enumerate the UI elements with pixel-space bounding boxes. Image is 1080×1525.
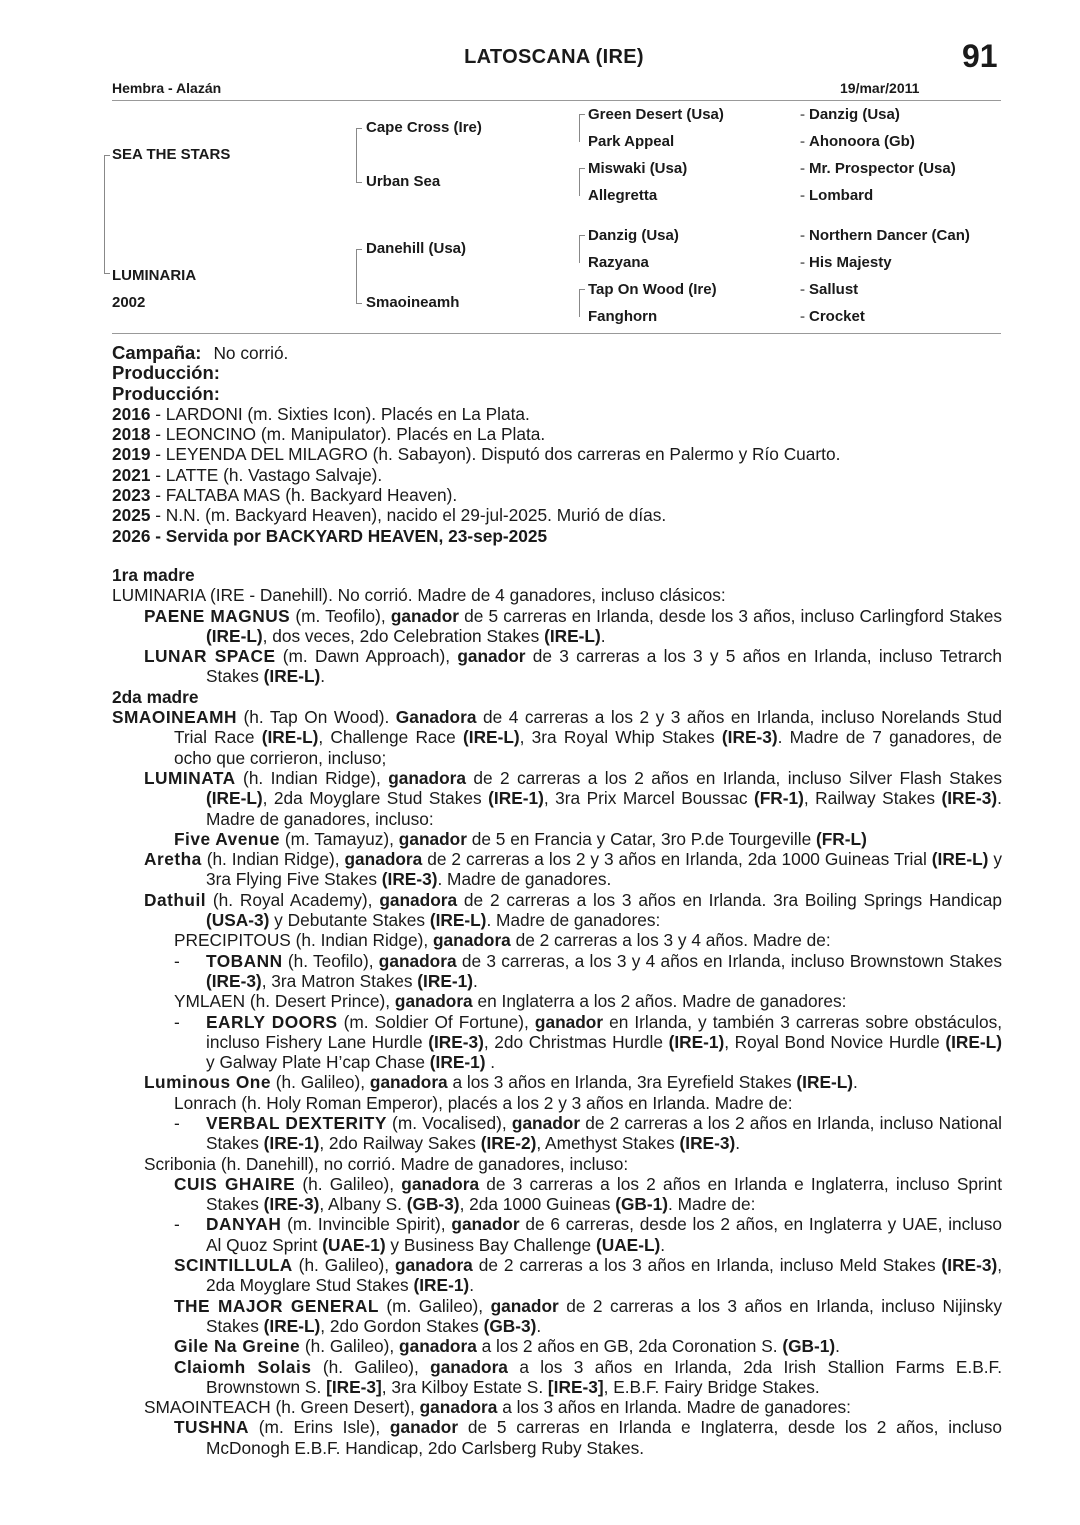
gen2-bracket [356,291,362,304]
gen4-ancestor: - Crocket [800,308,865,325]
production-item: 2021 - LATTE (h. Vastago Salvaje). [112,464,383,485]
offspring-entry: SMAOINTEACH (h. Green Desert), ganadora a los 3 años en Irlanda. Madre de ganadores: [144,1397,851,1418]
gen3-bracket [579,235,585,263]
offspring-entry: Lonrach (h. Holy Roman Emperor), placés a los 2 y 3 años en Irlanda. Madre de: [174,1092,793,1113]
offspring-entry: LUMINATA (h. Indian Ridge), ganadora de 2 carreras a los 2 años en Irlanda, incluso Silver Flash Stakes (IRE-L), 2da Moyglare Stud Stakes (IRE-1), 3ra Prix Marcel Boussac (FR-1), Railway Stakes (IRE-3). Madre de ganadores, incluso: [144,767,1002,829]
sex-color: Hembra - Alazán [112,80,222,96]
offspring-entry: Five Avenue (m. Tamayuz), ganador de 5 en Francia y Catar, 3ro P.de Tourgeville (FR-L) [174,828,867,849]
gen3-ancestor: Tap On Wood (Ire) [588,281,717,298]
offspring-entry: Gile Na Greine (h. Galileo), ganadora a los 2 años en GB, 2da Coronation S. (GB-1). [174,1336,840,1357]
production-label: Producción: [112,362,220,384]
offspring-entry: PAENE MAGNUS (m. Teofilo), ganador de 5 carreras en Irlanda, desde los 3 años, incluso Carlingford Stakes (IRE-L), dos veces, 2do Celebration Stakes (IRE-L). [144,605,1002,646]
gen3-bracket [579,114,585,142]
first-dam-intro: LUMINARIA (IRE - Danehill). No corrió. Madre de 4 ganadores, incluso clásicos: [112,585,726,606]
offspring-entry: - TOBANN (h. Teofilo), ganadora de 3 carreras, a los 3 y 4 años en Irlanda, incluso Brownstown Stakes (IRE-3), 3ra Matron Stakes (IRE-1). [174,950,1002,991]
production-item: 2023 - FALTABA MAS (h. Backyard Heaven). [112,485,458,506]
offspring-entry: Dathuil (h. Royal Academy), ganadora de 2 carreras a los 3 años en Irlanda. 3ra Boiling Springs Handicap (USA-3) y Debutante Stakes (IRE-L). Madre de ganadores: [144,889,1002,931]
birth-date: 19/mar/2011 [840,80,920,96]
offspring-entry: THE MAJOR GENERAL (m. Galileo), ganador de 2 carreras a los 3 años en Irlanda, incluso Nijinsky Stakes (IRE-L), 2do Gordon Stakes (GB-3). [174,1295,1002,1336]
production-label: Producción: [112,382,220,404]
gen3-ancestor: Miswaki (Usa) [588,160,688,177]
production-item: 2016 - LARDONI (m. Sixties Icon). Placés en La Plata. [112,403,530,424]
gen4-ancestor: - Danzig (Usa) [800,106,900,123]
offspring-entry: SCINTILLULA (h. Galileo), ganadora de 2 carreras a los 3 años en Irlanda, incluso Meld Stakes (IRE-3), 2da Moyglare Stud Stakes (IRE-1). [174,1255,1003,1296]
offspring-entry: - EARLY DOORS (m. Soldier Of Fortune), ganador en Irlanda, y también 3 carreras sobre obstáculos, incluso Fishery Lane Hurdle (IRE-3), 2do Christmas Hurdle (IRE-1), Royal Bond Novice Hurdle (IRE-L) y Galway Plate H’cap Chase (IRE-1) . [174,1011,1003,1073]
gen4-ancestor: - Mr. Prospector (Usa) [800,160,956,177]
gen3-ancestor: Danzig (Usa) [588,227,679,244]
gen4-ancestor: - His Majesty [800,254,892,271]
offspring-entry: Claiomh Solais (h. Galileo), ganadora a los 3 años en Irlanda, 2da Irish Stallion Farms E.B.F. Brownstown S. [IRE-3], 3ra Kilboy Estate S. [IRE-3], E.B.F. Fairy Bridge Stakes. [174,1356,1002,1397]
gen2-ancestor: Danehill (Usa) [366,240,467,257]
offspring-entry: - DANYAH (m. Invincible Spirit), ganador de 6 carreras, desde los 2 años, en Inglaterra y UAE, incluso Al Quoz Sprint (UAE-1) y Business Bay Challenge (UAE-L). [174,1214,1002,1255]
header-rule [112,100,1001,101]
dam-bracket [104,240,110,274]
gen3-ancestor: Park Appeal [588,133,675,150]
offspring-entry: - VERBAL DEXTERITY (m. Vocalised), ganador de 2 carreras a los 2 años en Irlanda, incluso National Stakes (IRE-1), 2do Railway Sakes (IRE-2), Amethyst Stakes (IRE-3). [174,1112,1002,1154]
pedigree-rule [112,333,1001,334]
offspring-entry: YMLAEN (h. Desert Prince), ganadora en Inglaterra a los 2 años. Madre de ganadores: [174,991,847,1012]
gen4-ancestor: - Ahonoora (Gb) [800,133,915,150]
gen3-bracket [579,289,585,317]
offspring-entry: Aretha (h. Indian Ridge), ganadora de 2 carreras a los 2 y 3 años en Irlanda, 2da 1000 Guineas Trial (IRE-L) y 3ra Flying Five Stakes (IRE-3). Madre de ganadores. [144,849,1002,890]
production-item: 2026 - Servida por BACKYARD HEAVEN, 23-sep-2025 [112,525,548,546]
production-item: 2019 - LEYENDA DEL MILAGRO (h. Sabayon). Disputó dos carreras en Palermo y Río Cuarto. [112,444,841,465]
production-item: 2025 - N.N. (m. Backyard Heaven), nacido el 29-jul-2025. Murió de días. [112,505,667,526]
second-dam-heading: 2da madre [112,686,199,707]
gen3-ancestor: Razyana [588,254,649,271]
offspring-entry: Scribonia (h. Danehill), no corrió. Madre de ganadores, incluso: [144,1153,629,1174]
offspring-entry: PRECIPITOUS (h. Indian Ridge), ganadora de 2 carreras a los 3 y 4 años. Madre de: [174,930,831,951]
horse-name-title: LATOSCANA (IRE) [464,46,644,68]
offspring-entry: TUSHNA (m. Erins Isle), ganador de 5 carreras en Irlanda e Inglaterra, desde los 2 años, incluso McDonogh E.B.F. Handicap, 2do Carlsberg Ruby Stakes. [174,1417,1002,1458]
second-dam-entry: SMAOINEAMH (h. Tap On Wood). Ganadora de 4 carreras a los 2 y 3 años en Irlanda, incluso Norelands Stud Trial Race (IRE-L), Challenge Race (IRE-L), 3ra Royal Whip Stakes (IRE-3). Madre de 7 ganadores, de ocho que corrieron, incluso; [112,707,1003,768]
gen2-ancestor: Urban Sea [366,173,441,190]
page-number: 91 [962,38,998,74]
first-dam-heading: 1ra madre [112,564,195,585]
gen4-ancestor: - Sallust [800,281,859,298]
dam-year: 2002 [112,294,146,311]
gen3-ancestor: Green Desert (Usa) [588,106,724,123]
gen2-ancestor: Smaoineamh [366,294,460,311]
campaign-line: Campaña: No corrió. [112,342,289,363]
gen3-ancestor: Allegretta [588,187,658,204]
sire-name: SEA THE STARS [112,146,231,163]
gen4-ancestor: - Lombard [800,187,874,204]
gen2-ancestor: Cape Cross (Ire) [366,119,482,136]
gen3-ancestor: Fanghorn [588,308,658,325]
gen4-ancestor: - Northern Dancer (Can) [800,227,970,244]
offspring-entry: LUNAR SPACE (m. Dawn Approach), ganador de 3 carreras a los 3 y 5 años en Irlanda, incluso Tetrarch Stakes (IRE-L). [144,646,1003,687]
dam-name: LUMINARIA [112,267,197,284]
offspring-entry: Luminous One (h. Galileo), ganadora a los 3 años en Irlanda, 3ra Eyrefield Stakes (IRE-L). [144,1072,858,1093]
gen2-bracket [356,170,362,183]
offspring-entry: CUIS GHAIRE (h. Galileo), ganadora de 3 carreras a los 2 años en Irlanda e Inglaterra, incluso Sprint Stakes (IRE-3), Albany S. (GB-3), 2da 1000 Guineas (GB-1). Madre de: [174,1173,1002,1215]
gen3-bracket [579,168,585,196]
production-item: 2018 - LEONCINO (m. Manipulator). Placés en La Plata. [112,424,546,445]
catalogue-body [112,343,1002,1458]
